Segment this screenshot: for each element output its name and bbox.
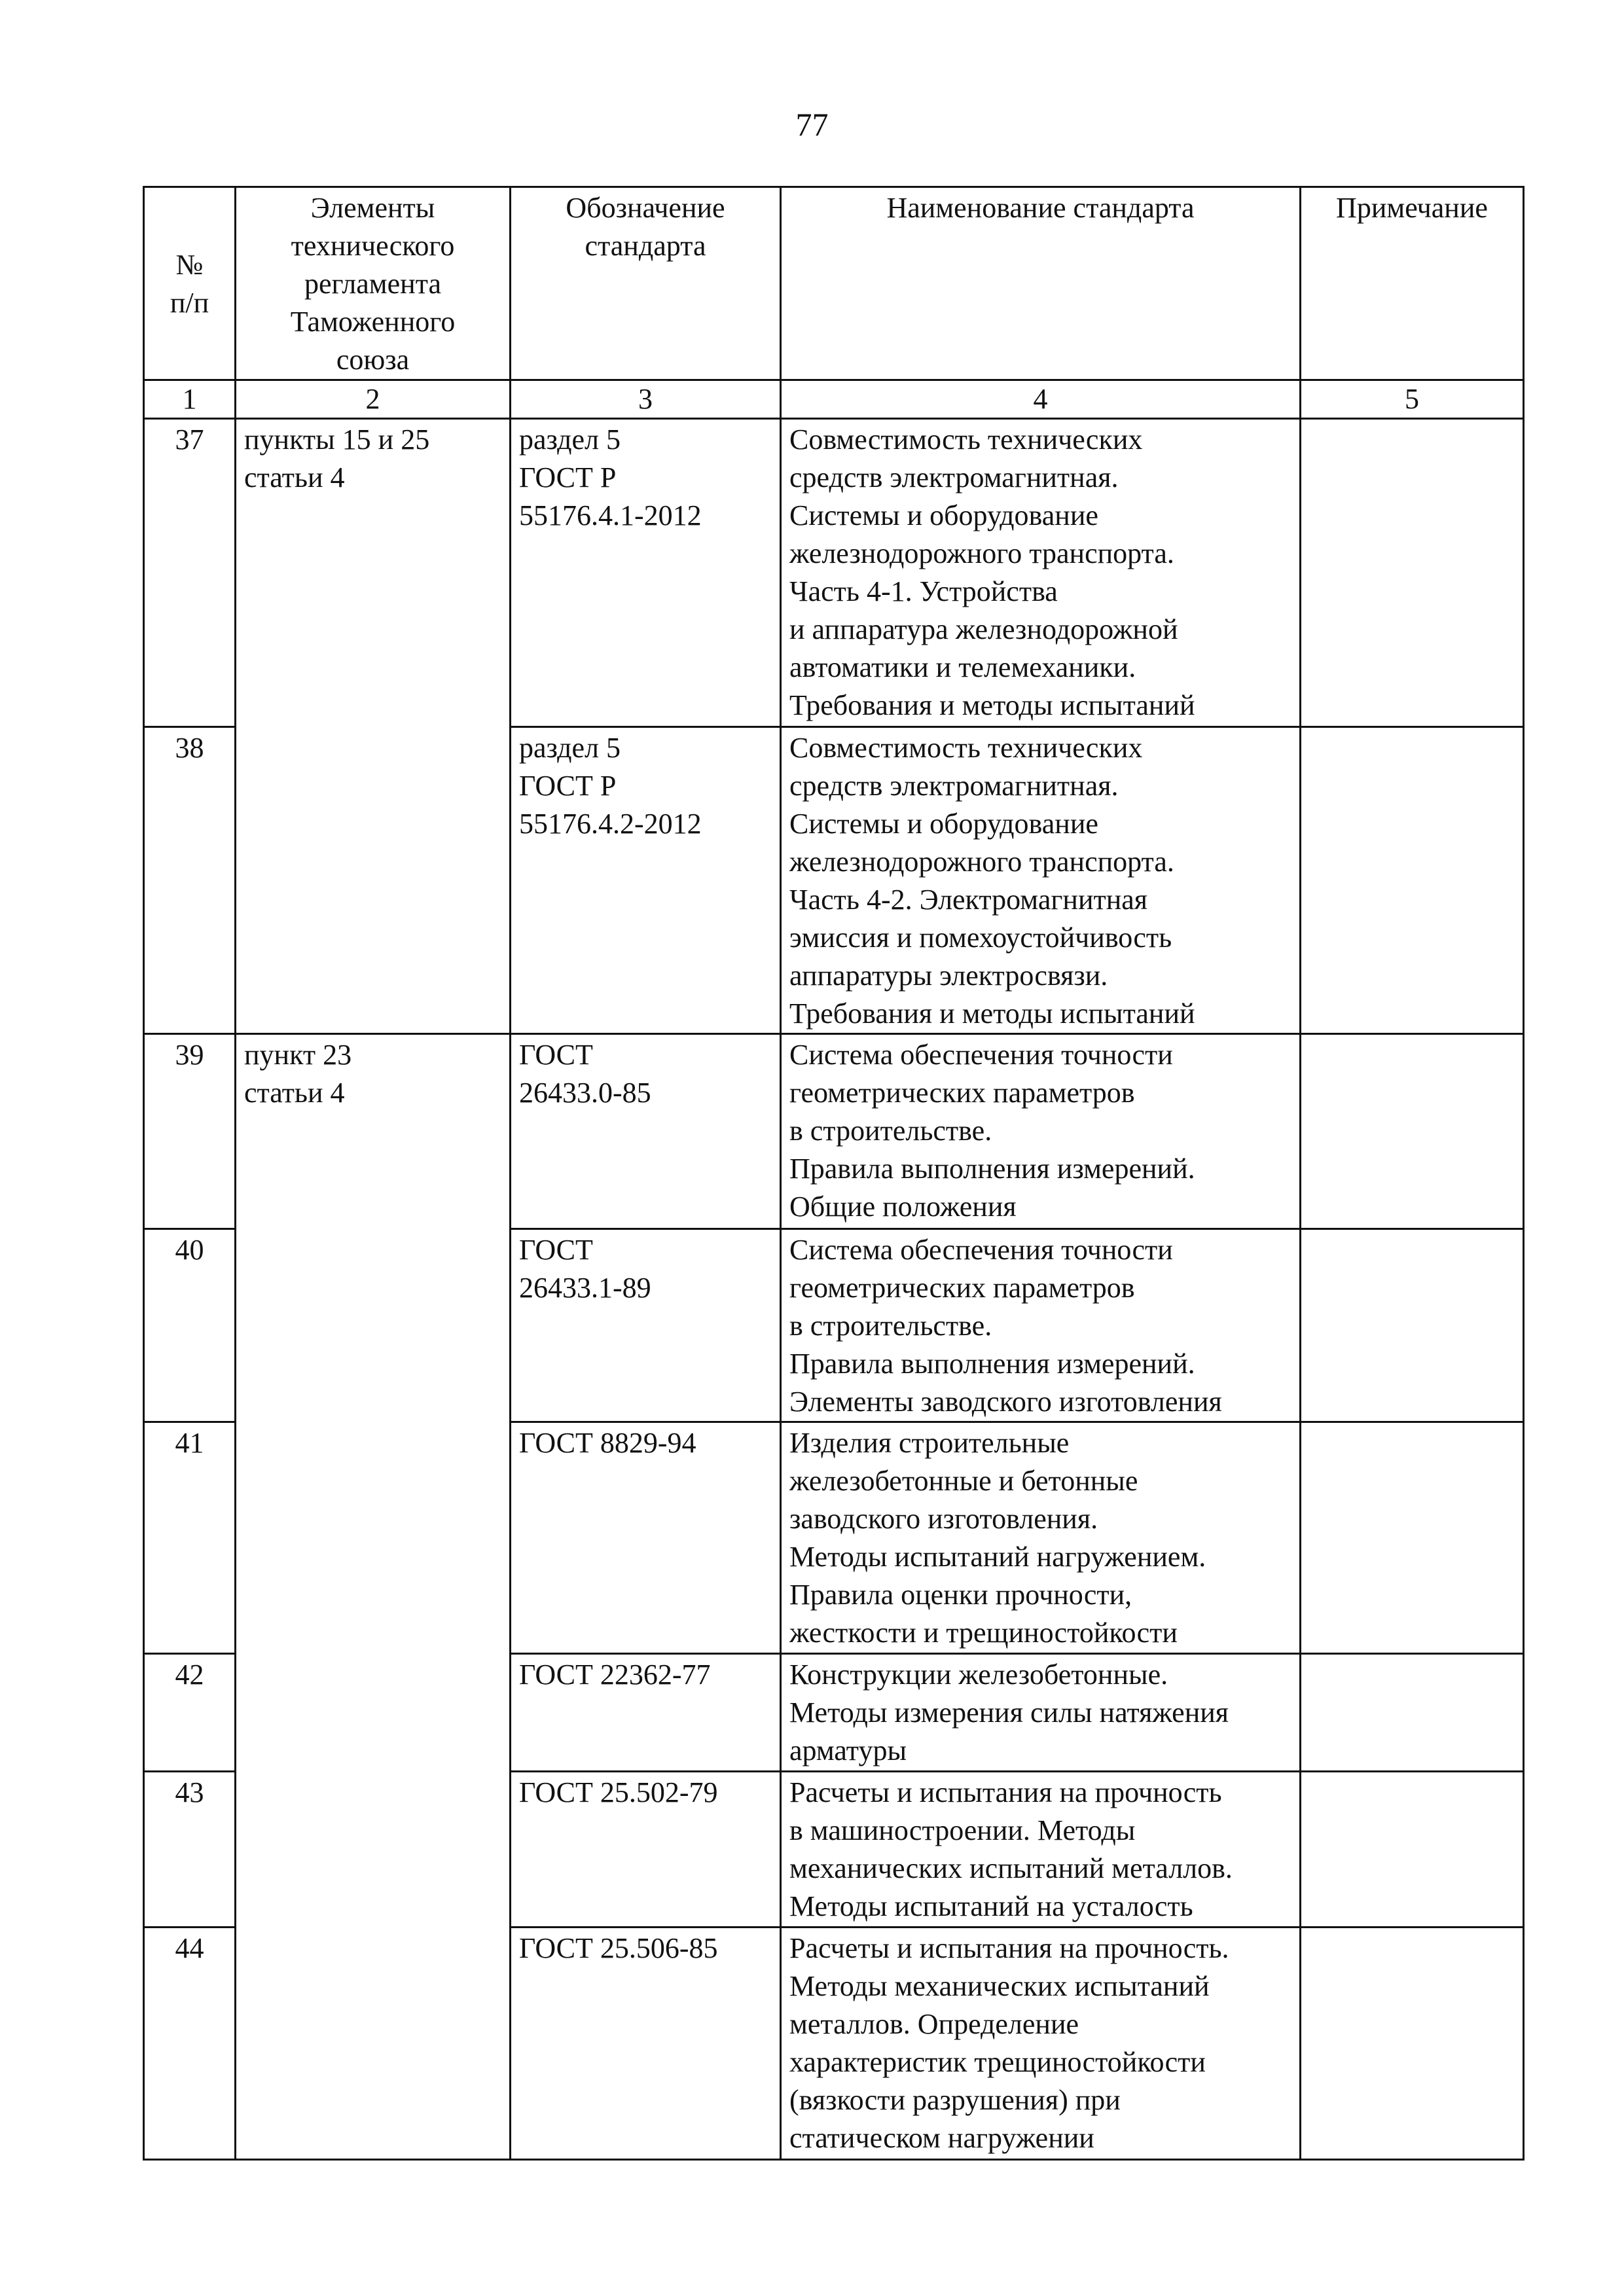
row-number: 38 (144, 727, 236, 1034)
header-standard-name: Наименование стандарта (781, 187, 1301, 380)
header-note: Примечание (1301, 187, 1524, 380)
standards-table (143, 186, 1525, 2161)
column-index: 5 (1301, 380, 1524, 419)
standard-name: Расчеты и испытания на прочность в машиностроении. Методы механических испытаний металлов. Методы испытаний на усталость (781, 1772, 1301, 1928)
note-cell (1301, 1654, 1524, 1772)
standard-name: Конструкции железобетонные. Методы измерения силы натяжения арматуры (781, 1654, 1301, 1772)
row-number: 44 (144, 1928, 236, 2160)
standard-name: Расчеты и испытания на прочность. Методы механических испытаний металлов. Определение характеристик трещиностойкости (вязкости разрушения) при статическом нагружении (781, 1928, 1301, 2160)
column-index: 3 (511, 380, 781, 419)
note-cell (1301, 1034, 1524, 1229)
row-number: 39 (144, 1034, 236, 1229)
standard-name: Совместимость технических средств электромагнитная. Системы и оборудование железнодорожного транспорта. Часть 4-1. Устройства и аппаратура железнодорожной автоматики и телемеханики. Требования и методы испытаний (781, 419, 1301, 727)
standard-name: Совместимость технических средств электромагнитная. Системы и оборудование железнодорожного транспорта. Часть 4-2. Электромагнитная эмиссия и помехоустойчивость аппаратуры электросвязи. Требования и методы испытаний (781, 727, 1301, 1034)
header-elements: Элементы технического регламента Таможенного союза (236, 187, 511, 380)
standard-name: Система обеспечения точности геометрических параметров в строительстве. Правила выполнения измерений. Общие положения (781, 1034, 1301, 1229)
column-index: 1 (144, 380, 236, 419)
standard-designation: ГОСТ 26433.0-85 (511, 1034, 781, 1229)
page-number: 77 (795, 106, 829, 143)
note-cell (1301, 1928, 1524, 2160)
standard-name: Система обеспечения точности геометрических параметров в строительстве. Правила выполнения измерений. Элементы заводского изготовления (781, 1229, 1301, 1422)
note-cell (1301, 1772, 1524, 1928)
row-number: 43 (144, 1772, 236, 1928)
header-designation: Обозначение стандарта (511, 187, 781, 380)
column-index: 4 (781, 380, 1301, 419)
standard-designation: раздел 5 ГОСТ Р 55176.4.2-2012 (511, 727, 781, 1034)
note-cell (1301, 1422, 1524, 1654)
note-cell (1301, 1229, 1524, 1422)
standard-designation: ГОСТ 26433.1-89 (511, 1229, 781, 1422)
row-number: 41 (144, 1422, 236, 1654)
table-header-row (144, 187, 1524, 380)
table-row (144, 1034, 1524, 1229)
regulation-element: пункты 15 и 25 статьи 4 (236, 419, 511, 1034)
regulation-element: пункт 23 статьи 4 (236, 1034, 511, 2160)
row-number: 42 (144, 1654, 236, 1772)
column-index-row (144, 380, 1524, 419)
standard-designation: ГОСТ 22362-77 (511, 1654, 781, 1772)
standard-designation: ГОСТ 8829-94 (511, 1422, 781, 1654)
column-index: 2 (236, 380, 511, 419)
row-number: 40 (144, 1229, 236, 1422)
note-cell (1301, 419, 1524, 727)
standard-name: Изделия строительные железобетонные и бетонные заводского изготовления. Методы испытаний нагружением. Правила оценки прочности, жесткости и трещиностойкости (781, 1422, 1301, 1654)
standard-designation: ГОСТ 25.502-79 (511, 1772, 781, 1928)
table-row (144, 419, 1524, 727)
standard-designation: ГОСТ 25.506-85 (511, 1928, 781, 2160)
header-number: № п/п (144, 187, 236, 380)
row-number: 37 (144, 419, 236, 727)
note-cell (1301, 727, 1524, 1034)
standard-designation: раздел 5 ГОСТ Р 55176.4.1-2012 (511, 419, 781, 727)
